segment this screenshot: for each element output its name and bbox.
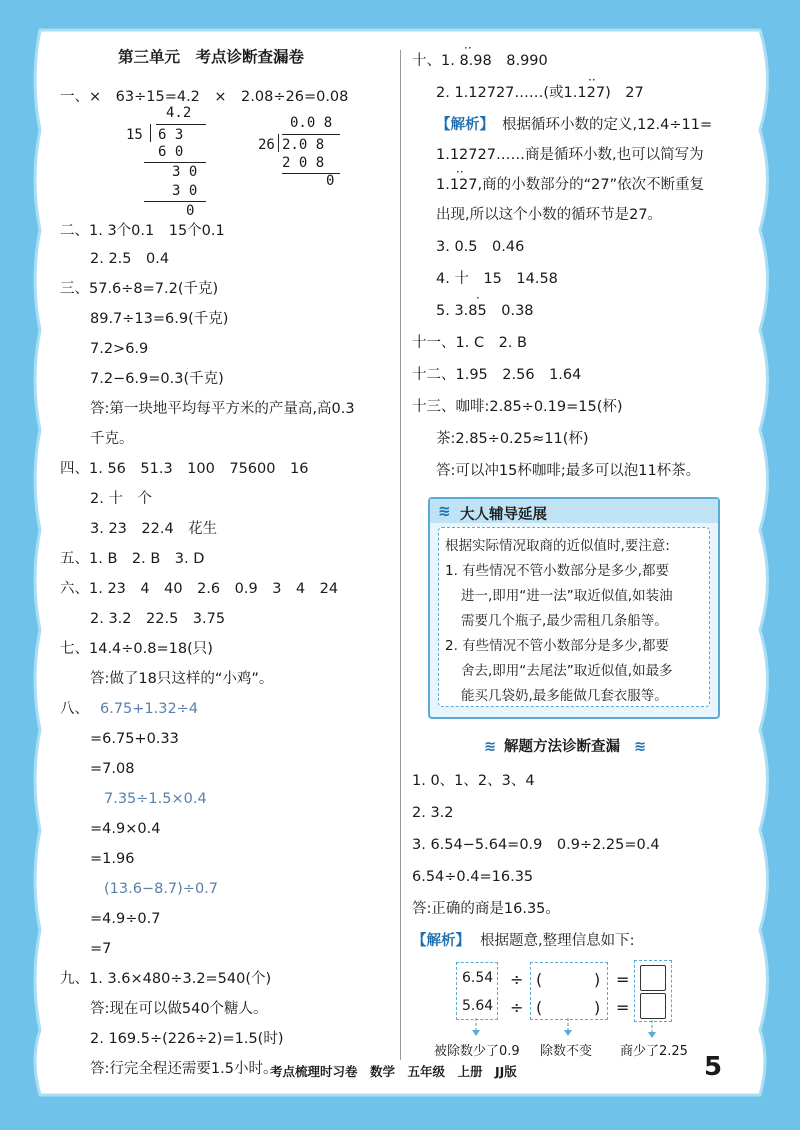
s8-step5: =4.9÷0.7 xyxy=(90,911,161,927)
s8-step6: =7 xyxy=(90,941,112,957)
div2-divisor: 26 xyxy=(258,137,275,153)
wave-icon-left: ≋ xyxy=(484,739,497,755)
div1-divisor: 15 xyxy=(126,127,143,143)
div2-quotient: 0.0 8 xyxy=(290,115,333,131)
div2-r2: 0 xyxy=(326,173,335,189)
quotient-box-2 xyxy=(640,993,666,1019)
recurring-dots-2: ·· xyxy=(588,73,596,87)
m3-analysis: 根据题意,整理信息如下: xyxy=(480,933,635,949)
tip-line-5: 2. 有些情况不管小数部分是多少,都要 xyxy=(445,638,669,654)
s8-step4: =1.96 xyxy=(90,851,135,867)
s9-2: 答:现在可以做540个糖人。 xyxy=(90,1001,268,1017)
page-number: 5 xyxy=(704,1052,723,1082)
method-title: 解题方法诊断查漏 xyxy=(504,739,620,755)
div1-bar xyxy=(156,124,206,125)
s9-1: 九、1. 3.6×480÷3.2=540(个) xyxy=(60,971,272,987)
s7-1: 七、14.4÷0.8=18(只) xyxy=(60,641,213,657)
div2-r1: 2 0 8 xyxy=(282,155,325,171)
wave-icon-right: ≋ xyxy=(634,739,647,755)
diagram-note-3: 商少了2.25 xyxy=(620,1044,688,1059)
s4-3: 3. 23 22.4 花生 xyxy=(90,521,218,537)
recurring-dots-1: ·· xyxy=(464,41,472,55)
div1-quotient: 4.2 xyxy=(166,105,192,121)
s8-label: 八、 xyxy=(60,701,89,717)
r13-3: 答:可以冲15杯咖啡;最多可以泡11杯茶。 xyxy=(436,463,701,479)
tip-line-7: 能买几袋奶,最多能做几套衣服等。 xyxy=(461,688,668,704)
r10-analysis-3: 1.127,商的小数部分的“27”依次不断重复 xyxy=(436,177,705,193)
tip-line-2: 1. 有些情况不管小数部分是多少,都要 xyxy=(445,563,669,579)
diagram-op-2: ÷ xyxy=(510,998,524,1017)
div1-dividend: 6 3 xyxy=(158,127,184,143)
s3-3: 7.2>6.9 xyxy=(90,341,149,357)
quotient-box-1 xyxy=(640,965,666,991)
s4-2: 2. 十 个 xyxy=(90,491,152,507)
div1-r3: 3 0 xyxy=(172,183,198,199)
diagram-dividend-1: 6.54 xyxy=(462,970,494,986)
r10-analysis-2: 1.12727……商是循环小数,也可以简写为 xyxy=(436,147,704,163)
div1-r2: 3 0 xyxy=(172,164,198,180)
diagram-lp-1: ( xyxy=(536,970,543,989)
s3-2: 89.7÷13=6.9(千克) xyxy=(90,311,229,327)
s9-4: 答:行完全程还需要1.5小时。 xyxy=(90,1061,278,1077)
wave-icon: ≋ xyxy=(438,502,451,520)
m3-1: 3. 6.54−5.64=0.9 0.9÷2.25=0.4 xyxy=(412,837,660,853)
r10-2: 2. 1.12727……(或1.127) 27 xyxy=(436,85,644,101)
tip-line-4: 需要几个瓶子,最少需租几条船等。 xyxy=(461,613,668,629)
r12: 十二、1.95 2.56 1.64 xyxy=(412,367,582,383)
m3-2: 6.54÷0.4=16.35 xyxy=(412,869,534,885)
s1-line: 一、× 63÷15=4.2 × 2.08÷26=0.08 xyxy=(60,89,349,105)
s4-1: 四、1. 56 51.3 100 75600 16 xyxy=(60,461,309,477)
r13-2: 茶:2.85÷0.25≈11(杯) xyxy=(436,431,589,447)
div1-line2 xyxy=(144,201,206,202)
tip-box xyxy=(428,497,720,719)
diagram-eq-2: = xyxy=(616,998,630,1017)
r11: 十一、1. C 2. B xyxy=(412,335,527,351)
s8-expr1: 6.75+1.32÷4 xyxy=(100,701,199,717)
div1-bracket xyxy=(150,124,151,142)
diagram-eq-1: = xyxy=(616,970,630,989)
analysis-tag-2: 【解析】 xyxy=(412,933,470,949)
s5: 五、1. B 2. B 3. D xyxy=(60,551,205,567)
div2-bracket xyxy=(278,134,279,152)
s8-step3: =4.9×0.4 xyxy=(90,821,161,837)
diagram-op-1: ÷ xyxy=(510,970,524,989)
tip-content xyxy=(438,527,710,707)
s8-step1: =6.75+0.33 xyxy=(90,731,179,747)
s7-2: 答:做了18只这样的“小鸡”。 xyxy=(90,671,274,687)
r10-5: 5. 3.85 0.38 xyxy=(436,303,534,319)
s8-expr2: 7.35÷1.5×0.4 xyxy=(104,791,207,807)
page-title: 第三单元 考点诊断查漏卷 xyxy=(118,48,305,66)
r10-4: 4. 十 15 14.58 xyxy=(436,271,558,287)
div2-dividend: 2.0 8 xyxy=(282,137,325,153)
tip-line-6: 舍去,即用“去尾法”取近似值,如最多 xyxy=(461,663,673,679)
m3-3: 答:正确的商是16.35。 xyxy=(412,901,560,917)
r10-analysis-4: 出现,所以这个小数的循环节是27。 xyxy=(436,207,663,223)
r10-3: 3. 0.5 0.46 xyxy=(436,239,525,255)
s8-expr3: (13.6−8.7)÷0.7 xyxy=(104,881,219,897)
diagram-rp-1: ) xyxy=(594,970,601,989)
s8-step2: =7.08 xyxy=(90,761,135,777)
s6-2: 2. 3.2 22.5 3.75 xyxy=(90,611,226,627)
diagram-lp-2: ( xyxy=(536,998,543,1017)
s2-2: 2. 2.5 0.4 xyxy=(90,251,170,267)
m2: 2. 3.2 xyxy=(412,805,454,821)
s3-5: 答:第一块地平均每平方米的产量高,高0.3 xyxy=(90,401,355,417)
s2-1: 二、1. 3个0.1 15个0.1 xyxy=(60,223,225,239)
s3-6: 千克。 xyxy=(90,431,134,447)
tip-line-1: 根据实际情况取商的近似值时,要注意: xyxy=(445,538,670,554)
s6-1: 六、1. 23 4 40 2.6 0.9 3 4 24 xyxy=(60,581,339,597)
s3-1: 三、57.6÷8=7.2(千克) xyxy=(60,281,219,297)
r10-1: 十、1. 8.98 8.990 xyxy=(412,53,548,69)
diagram-note-1: 被除数少了0.9 xyxy=(434,1044,520,1059)
div1-line1 xyxy=(144,162,206,163)
diagram-rp-2: ) xyxy=(594,998,601,1017)
r10-analysis-1: 根据循环小数的定义,12.4÷11= xyxy=(502,117,713,133)
r13-1: 十三、咖啡:2.85÷0.19=15(杯) xyxy=(412,399,623,415)
tip-line-3: 进一,即用“进一法”取近似值,如装油 xyxy=(461,588,673,604)
div1-r4: 0 xyxy=(186,203,195,219)
div2-bar xyxy=(282,134,340,135)
s3-4: 7.2−6.9=0.3(千克) xyxy=(90,371,224,387)
recurring-dots-3: ·· xyxy=(456,165,464,179)
analysis-tag-1: 【解析】 xyxy=(436,117,494,133)
diagram-note-2: 除数不变 xyxy=(540,1044,593,1059)
s9-3: 2. 169.5÷(226÷2)=1.5(时) xyxy=(90,1031,284,1047)
footer-text: 考点梳理时习卷 数学 五年级 上册 JJ版 xyxy=(270,1064,517,1079)
tip-title: 大人辅导延展 xyxy=(460,507,547,523)
diagram-dividend-2: 5.64 xyxy=(462,998,494,1014)
column-divider xyxy=(400,50,401,1060)
recurring-dot-4: · xyxy=(476,291,480,305)
m1: 1. 0、1、2、3、4 xyxy=(412,773,535,789)
div1-r1: 6 0 xyxy=(158,144,184,160)
